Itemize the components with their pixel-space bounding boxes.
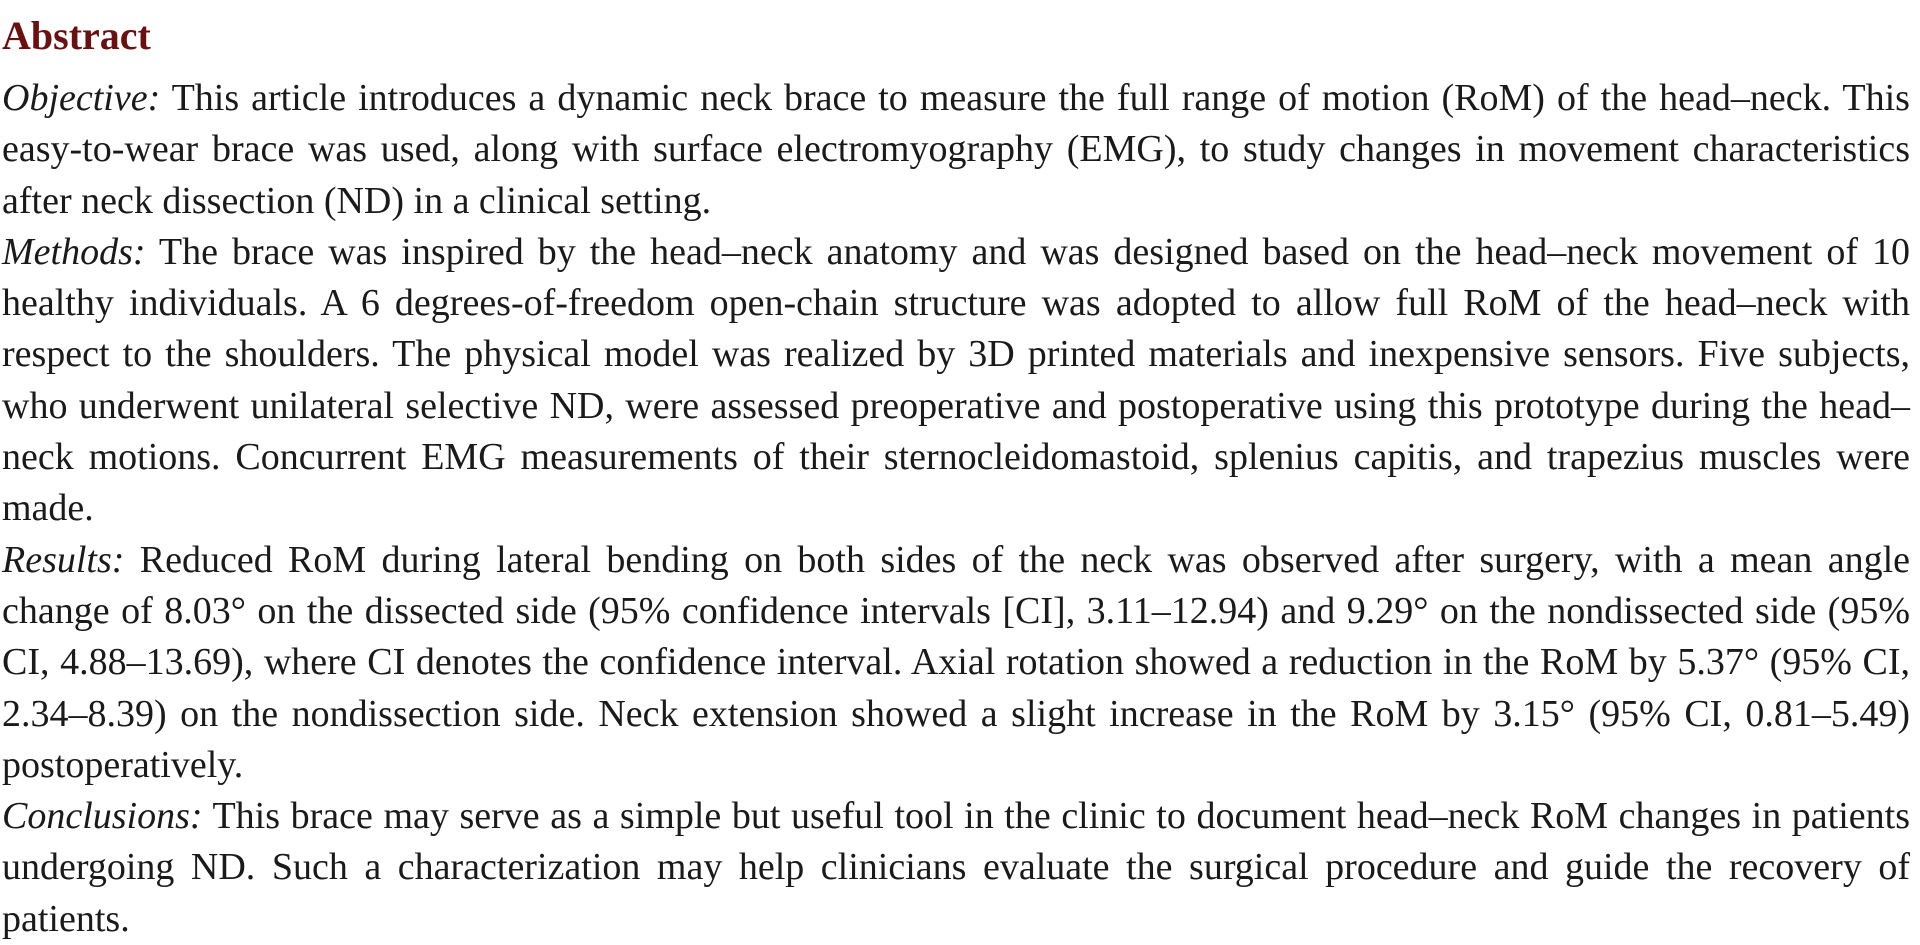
abstract-heading: Abstract [2,13,151,58]
objective-label: Objective: [2,77,161,119]
abstract-section [2,0,1910,945]
conclusions-paragraph [2,791,1910,945]
results-label: Results: [2,538,125,581]
objective-text: This article introduces a dynamic neck brace to measure the full range of motion (RoM) of the head–neck. This easy-to-wear brace was used, along with surface electromyography (EMG), to study changes in movement characteristics after neck dissection (ND) in a clinical setting. [2,77,1910,222]
conclusions-label: Conclusions: [2,795,203,838]
results-paragraph [2,535,1910,791]
methods-paragraph [2,227,1910,535]
methods-text: The brace was inspired by the head–neck anatomy and was designed based on the head–neck movement of 10 healthy individuals. A 6 degrees-of-freedom open-chain structure was adopted to allow full RoM of the head–neck with respect to the shoulders. The physical model was realized by 3D printed materials and inexpensive sensors. Five subjects, who underwent unilateral selective ND, were assessed preoperative and postoperative using this prototype during the head–neck motions. Concurrent EMG measurements of their sternocleidomastoid, splenius capitis, and trapezius muscles were made. [2,230,1910,530]
results-text: Reduced RoM during lateral bending on both sides of the neck was observed after surgery, with a mean angle change of 8.03° on the dissected side (95% confidence intervals [CI], 3.11–12.94) and 9.29° on the nondissected side (95% CI, 4.88–13.69), where CI denotes the confidence interval. Axial rotation showed a reduction in the RoM by 5.37° (95% CI, 2.34–8.39) on the nondissection side. Neck extension showed a slight increase in the RoM by 3.15° (95% CI, 0.81–5.49) postoperatively. [2,538,1910,786]
conclusions-text: This brace may serve as a simple but useful tool in the clinic to document head–neck RoM changes in patients undergoing ND. Such a characterization may help clinicians evaluate the surgical procedure and guide the recovery of patients. [2,795,1910,940]
objective-paragraph [2,73,1910,227]
methods-label: Methods: [2,230,146,273]
